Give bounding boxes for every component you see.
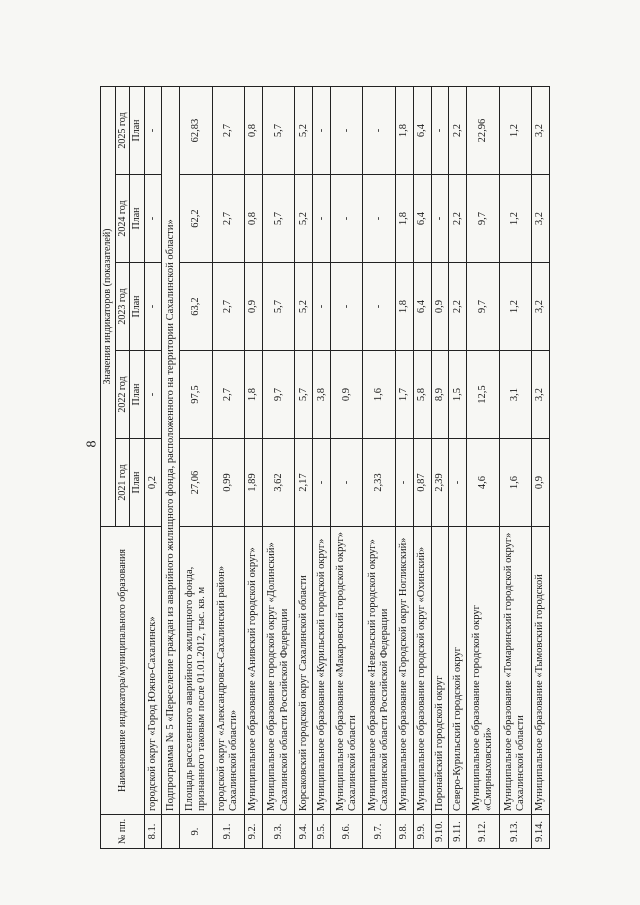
value-cell: 5,7 — [262, 263, 294, 351]
value-cell: 5,8 — [413, 351, 431, 439]
value-cell: - — [431, 87, 449, 175]
row-number: 9.5. — [313, 815, 331, 849]
table-row — [431, 87, 449, 849]
row-name: Муниципальное образование «Томаринский городской округ» Сахалинской области — [499, 527, 531, 815]
value-cell: 6,4 — [413, 87, 431, 175]
value-cell: 27,06 — [180, 439, 212, 527]
value-cell: 1,6 — [499, 439, 531, 527]
row-number: 9. — [180, 815, 212, 849]
value-cell: - — [144, 87, 162, 175]
value-cell: 63,2 — [180, 263, 212, 351]
row-name: городской округ «Александровск-Сахалинский район» Сахалинской области» — [212, 527, 244, 815]
value-cell: 1,8 — [244, 351, 262, 439]
table-row — [467, 87, 499, 849]
value-cell: 1,7 — [395, 351, 413, 439]
value-cell: 0,8 — [244, 175, 262, 263]
row-number: 9.2. — [244, 815, 262, 849]
value-cell: 0,9 — [331, 351, 363, 439]
row-number: 9.14. — [532, 815, 550, 849]
value-cell: 1,6 — [363, 351, 395, 439]
value-cell: 6,4 — [413, 263, 431, 351]
value-cell: 1,8 — [395, 87, 413, 175]
value-cell: 62,2 — [180, 175, 212, 263]
row-number: 9.13. — [499, 815, 531, 849]
row-name: Площадь расселенного аварийного жилищного фонда, признанного таковым после 01.01.2012, тыс. кв. м — [180, 527, 212, 815]
value-cell: - — [363, 263, 395, 351]
value-cell: 1,8 — [395, 263, 413, 351]
row-name: Муниципальное образование городской округ «Охинский» — [413, 527, 431, 815]
header-year-2024: 2024 год — [115, 175, 130, 263]
table-row — [295, 87, 313, 849]
value-cell: 3,8 — [313, 351, 331, 439]
value-cell: - — [449, 439, 467, 527]
value-cell: 8,9 — [431, 351, 449, 439]
header-plan: План — [130, 351, 145, 439]
value-cell: 2,2 — [449, 263, 467, 351]
row-name: Корсаковский городской округ Сахалинской области — [295, 527, 313, 815]
value-cell: - — [363, 87, 395, 175]
table-row — [244, 87, 262, 849]
value-cell: 5,2 — [295, 175, 313, 263]
row-number: 9.1. — [212, 815, 244, 849]
table-row — [499, 87, 531, 849]
value-cell: 3,1 — [499, 351, 531, 439]
header-name: Наименование индикатора/муниципального образования — [101, 527, 145, 815]
value-cell: 1,5 — [449, 351, 467, 439]
table-row — [413, 87, 431, 849]
table-row — [144, 87, 162, 849]
value-cell: 2,7 — [212, 351, 244, 439]
page-number: 8 — [84, 440, 100, 448]
value-cell: - — [331, 87, 363, 175]
row-number: 9.12. — [467, 815, 499, 849]
row-number — [162, 815, 180, 849]
table-row — [262, 87, 294, 849]
row-number: 8.1. — [144, 815, 162, 849]
header-num: № пп. — [101, 815, 145, 849]
table-row — [212, 87, 244, 849]
value-cell: 4,6 — [467, 439, 499, 527]
value-cell: 2,39 — [431, 439, 449, 527]
value-cell: 1,2 — [499, 175, 531, 263]
header-year-2021: 2021 год — [115, 439, 130, 527]
row-number: 9.11. — [449, 815, 467, 849]
value-cell: 5,7 — [262, 87, 294, 175]
row-name: городской округ «Город Южно-Сахалинск» — [144, 527, 162, 815]
row-name: Поронайский городской округ — [431, 527, 449, 815]
value-cell: 0,9 — [431, 263, 449, 351]
table-row — [313, 87, 331, 849]
value-cell: 2,2 — [449, 175, 467, 263]
value-cell: 0,8 — [244, 87, 262, 175]
value-cell: 5,7 — [295, 351, 313, 439]
value-cell: - — [144, 351, 162, 439]
value-cell: 2,17 — [295, 439, 313, 527]
value-cell: 0,9 — [244, 263, 262, 351]
value-cell: 3,2 — [532, 87, 550, 175]
row-name: Муниципальное образование «Городской округ Ногликский» — [395, 527, 413, 815]
row-name: Муниципальное образование «Анивский городской округ» — [244, 527, 262, 815]
value-cell: 9,7 — [467, 175, 499, 263]
value-cell: 9,7 — [467, 263, 499, 351]
value-cell: - — [331, 175, 363, 263]
header-plan: План — [130, 439, 145, 527]
value-cell: - — [431, 175, 449, 263]
value-cell: 2,2 — [449, 87, 467, 175]
row-number: 9.10. — [431, 815, 449, 849]
value-cell: 3,62 — [262, 439, 294, 527]
value-cell: 5,2 — [295, 263, 313, 351]
table-row — [331, 87, 363, 849]
value-cell: 3,2 — [532, 351, 550, 439]
value-cell: - — [313, 87, 331, 175]
value-cell: 22,96 — [467, 87, 499, 175]
table-row — [395, 87, 413, 849]
value-cell: 1,2 — [499, 263, 531, 351]
value-cell: 2,7 — [212, 263, 244, 351]
row-name: Муниципальное образование городской округ «Долинский» Сахалинской области Российской Федерации — [262, 527, 294, 815]
row-number: 9.9. — [413, 815, 431, 849]
value-cell: 2,33 — [363, 439, 395, 527]
value-cell: 0,2 — [144, 439, 162, 527]
value-cell: - — [331, 439, 363, 527]
header-year-2022: 2022 год — [115, 351, 130, 439]
value-cell: 6,4 — [413, 175, 431, 263]
value-cell: - — [395, 439, 413, 527]
indicator-table — [100, 86, 550, 849]
table-row — [532, 87, 550, 849]
value-cell: 1,2 — [499, 87, 531, 175]
row-number: 9.8. — [395, 815, 413, 849]
value-cell: 5,7 — [262, 175, 294, 263]
row-name: Муниципальное образование «Невельский городской округ» Сахалинской области Российской Федерации — [363, 527, 395, 815]
header-plan: План — [130, 263, 145, 351]
value-cell: - — [313, 439, 331, 527]
value-cell: 0,87 — [413, 439, 431, 527]
value-cell: 12,5 — [467, 351, 499, 439]
subprogram-title: Подпрограмма № 5 «Переселение граждан из аварийного жилищного фонда, расположенного на территории Сахалинской области» — [162, 87, 180, 815]
row-name: Муниципальное образование «Курильский городской округ» — [313, 527, 331, 815]
table-rotation-wrapper — [100, 87, 550, 849]
value-cell: - — [144, 263, 162, 351]
value-cell: 97,5 — [180, 351, 212, 439]
value-cell: 62,83 — [180, 87, 212, 175]
table-row — [363, 87, 395, 849]
value-cell: 1,8 — [395, 175, 413, 263]
row-name: Муниципальное образование городской округ «Смирныховский» — [467, 527, 499, 815]
row-number: 9.7. — [363, 815, 395, 849]
header-year-2025: 2025 год — [115, 87, 130, 175]
row-number: 9.6. — [331, 815, 363, 849]
value-cell: 1,89 — [244, 439, 262, 527]
value-cell: - — [313, 175, 331, 263]
row-number: 9.4. — [295, 815, 313, 849]
header-values-group: Значения индикаторов (показателей) — [101, 87, 116, 527]
value-cell: 3,2 — [532, 175, 550, 263]
value-cell: - — [331, 263, 363, 351]
header-plan: План — [130, 175, 145, 263]
value-cell: - — [144, 175, 162, 263]
value-cell: 3,2 — [532, 263, 550, 351]
value-cell: - — [363, 175, 395, 263]
row-name: Муниципальное образование «Тымовский городской — [532, 527, 550, 815]
table-section-row — [162, 87, 180, 849]
value-cell: 0,9 — [532, 439, 550, 527]
table-row — [449, 87, 467, 849]
value-cell: 9,7 — [262, 351, 294, 439]
row-name: Муниципальное образование «Макаровский городской округ» Сахалинской области — [331, 527, 363, 815]
row-number: 9.3. — [262, 815, 294, 849]
value-cell: 5,2 — [295, 87, 313, 175]
row-name: Северо-Курильский городской округ — [449, 527, 467, 815]
header-year-2023: 2023 год — [115, 263, 130, 351]
header-plan: План — [130, 87, 145, 175]
rotated-table-sheet — [100, 87, 550, 849]
table-row — [180, 87, 212, 849]
value-cell: 0,99 — [212, 439, 244, 527]
value-cell: 2,7 — [212, 175, 244, 263]
value-cell: - — [313, 263, 331, 351]
table-body — [144, 87, 550, 849]
value-cell: 2,7 — [212, 87, 244, 175]
